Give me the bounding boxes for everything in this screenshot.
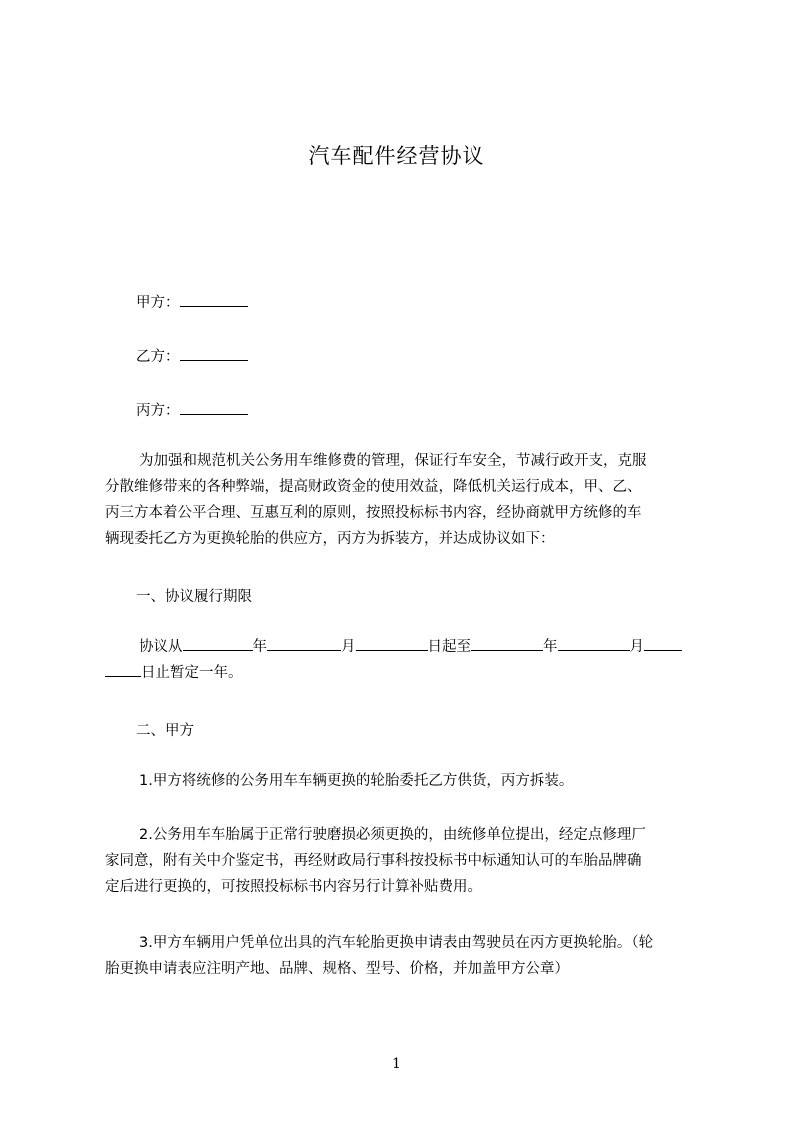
party-b-field — [136, 345, 248, 366]
start-year-blank — [183, 636, 253, 651]
term-text: 年 — [543, 639, 558, 655]
item-2-paragraph — [105, 822, 701, 900]
party-a-blank — [180, 292, 248, 307]
term-text: 月 — [341, 639, 356, 655]
party-c-label: 丙方： — [136, 403, 180, 419]
preamble-line: 丙三方本着公平合理、互惠互利的原则，按照投标标书内容，经协商就甲方统修的车 — [105, 505, 642, 521]
section-2-heading: 二、甲方 — [136, 723, 194, 739]
term-text: 协议从 — [139, 639, 183, 655]
document-title: 汽车配件经营协议 — [308, 144, 485, 168]
term-text: 年 — [252, 639, 267, 655]
party-b-label: 乙方： — [136, 349, 180, 365]
party-a-field — [136, 291, 248, 312]
term-text: 日止暂定一年。 — [141, 665, 243, 681]
party-a-label: 甲方： — [136, 295, 180, 311]
end-day-blank-part1 — [644, 636, 682, 651]
end-year-blank — [471, 636, 543, 651]
item-2-line: 家同意，附有关中介鉴定书，再经财政局行事科按投标书中标通知认可的车胎品牌确 — [105, 853, 642, 869]
party-c-blank — [180, 400, 248, 415]
preamble-paragraph — [105, 448, 701, 552]
end-day-blank-part2 — [105, 662, 141, 677]
preamble-line: 辆现委托乙方为更换轮胎的供应方，丙方为拆装方，并达成协议如下： — [105, 531, 555, 547]
item-2-line: 定后进行更换的，可按照投标标书内容另行计算补贴费用。 — [105, 879, 482, 895]
end-month-blank — [558, 636, 630, 651]
preamble-line: 分散维修带来的各种弊端，提高财政资金的使用效益，降低机关运行成本，甲、乙、 — [105, 479, 642, 495]
item-1-line: 1.甲方将统修的公务用车车辆更换的轮胎委托乙方供货，丙方拆装。 — [139, 773, 574, 789]
term-line-2 — [105, 660, 701, 686]
preamble-line: 为加强和规范机关公务用车维修费的管理，保证行车安全，节减行政开支，克服 — [139, 453, 647, 469]
party-b-blank — [180, 346, 248, 361]
term-text: 月 — [629, 639, 644, 655]
page-number: 1 — [392, 1056, 401, 1072]
term-line-1 — [105, 634, 701, 660]
item-1-paragraph — [105, 768, 701, 794]
section-1-heading: 一、协议履行期限 — [136, 589, 252, 605]
item-2-line: 2.公务用车车胎属于正常行驶磨损必须更换的，由统修单位提出，经定点修理厂 — [139, 827, 646, 843]
start-month-blank — [267, 636, 341, 651]
item-3-line: 胎更换申请表应注明产地、品牌、规格、型号、价格，并加盖甲方公章） — [105, 961, 569, 977]
item-3-paragraph — [105, 930, 701, 982]
term-text: 日起至 — [427, 639, 471, 655]
term-paragraph — [105, 634, 701, 686]
party-c-field — [136, 399, 248, 420]
start-day-blank — [356, 636, 428, 651]
item-3-line: 3.甲方车辆用户凭单位出具的汽车轮胎更换申请表由驾驶员在丙方更换轮胎。（轮 — [139, 935, 654, 951]
